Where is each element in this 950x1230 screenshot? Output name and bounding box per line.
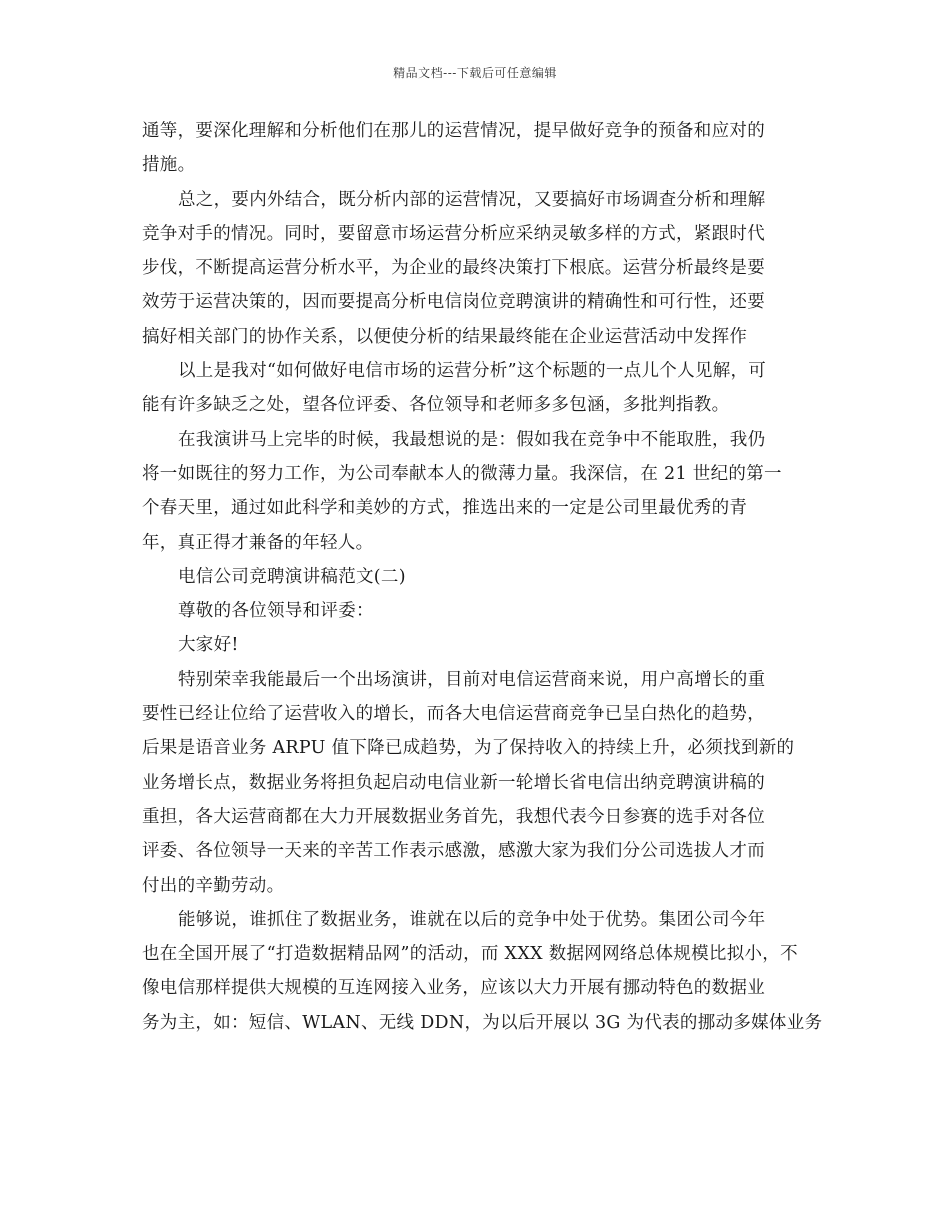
text-line: 通等，要深化理解和分析他们在那儿的运营情况，提早做好竞争的预备和应对的 <box>142 121 765 141</box>
page-header: 精品文档---下载后可任意编辑 <box>393 66 557 80</box>
text-line: 能够说，谁抓住了数据业务，谁就在以后的竞争中处于优势。集团公司今年 <box>178 909 766 930</box>
text-line: 特别荣幸我能最后一个出场演讲，目前对电信运营商来说，用户高增长的重 <box>178 669 766 690</box>
text-line: 业务增长点，数据业务将担负起启动电信业新一轮增长省电信出纳竞聘演讲稿的 <box>142 772 765 793</box>
text-line: 要性已经让位给了运营收入的增长，而各大电信运营商竞争已呈白热化的趋势， <box>142 704 765 725</box>
text-line: 后果是语音业务 ARPU 值下降已成趋势，为了保持收入的持续上升，必须找到新的 <box>142 738 795 759</box>
text-line: 年，真正得才兼备的年轻人。 <box>142 532 374 553</box>
document-body <box>142 114 823 1040</box>
salutation: 尊敬的各位领导和评委： <box>178 601 374 622</box>
text-line: 在我演讲马上完毕的时候，我最想说的是：假如我在竞争中不能取胜，我仍 <box>178 429 766 450</box>
text-line: 步伐，不断提高运营分析水平，为企业的最终决策打下根底。运营分析最终是要 <box>142 258 765 279</box>
text-line: 竞争对手的情况。同时，要留意市场运营分析应采纳灵敏多样的方式，紧跟时代 <box>142 223 765 244</box>
text-line: 将一如既往的努力工作，为公司奉献本人的微薄力量。我深信，在 21 世纪的第一 <box>142 463 782 484</box>
text-line: 务为主，如：短信、WLAN、无线 DDN，为以后开展以 3G 为代表的挪动多媒体业务 <box>142 1012 823 1033</box>
text-line: 付出的辛勤劳动。 <box>142 875 285 896</box>
text-line: 措施。 <box>142 155 196 176</box>
text-line: 总之，要内外结合，既分析内部的运营情况，又要搞好市场调查分析和理解 <box>178 189 766 210</box>
text-line: 重担，各大运营商都在大力开展数据业务首先，我想代表今日参赛的选手对各位 <box>142 806 765 827</box>
text-line: 以上是我对“如何做好电信市场的运营分析”这个标题的一点儿个人见解，可 <box>178 361 767 382</box>
text-line: 像电信那样提供大规模的互连网接入业务，应该以大力开展有挪动特色的数据业 <box>142 978 765 999</box>
text-line: 效劳于运营决策的，因而要提高分析电信岗位竞聘演讲的精确性和可行性，还要 <box>142 292 765 313</box>
greeting: 大家好! <box>178 635 239 656</box>
text-line: 也在全国开展了“打造数据精品网”的活动，而 XXX 数据网网络总体规模比拟小，不 <box>142 944 798 965</box>
text-line: 个春天里，通过如此科学和美妙的方式，推选出来的一定是公司里最优秀的青 <box>142 498 748 519</box>
text-line: 评委、各位领导一天来的辛苦工作表示感激，感激大家为我们分公司选拔人才而 <box>142 841 765 862</box>
text-line: 搞好相关部门的协作关系，以便使分析的结果最终能在企业运营活动中发挥作 <box>142 326 748 347</box>
section-title: 电信公司竞聘演讲稿范文(二) <box>178 566 406 587</box>
text-line: 能有许多缺乏之处，望各位评委、各位领导和老师多多包涵，多批判指教。 <box>142 395 730 416</box>
